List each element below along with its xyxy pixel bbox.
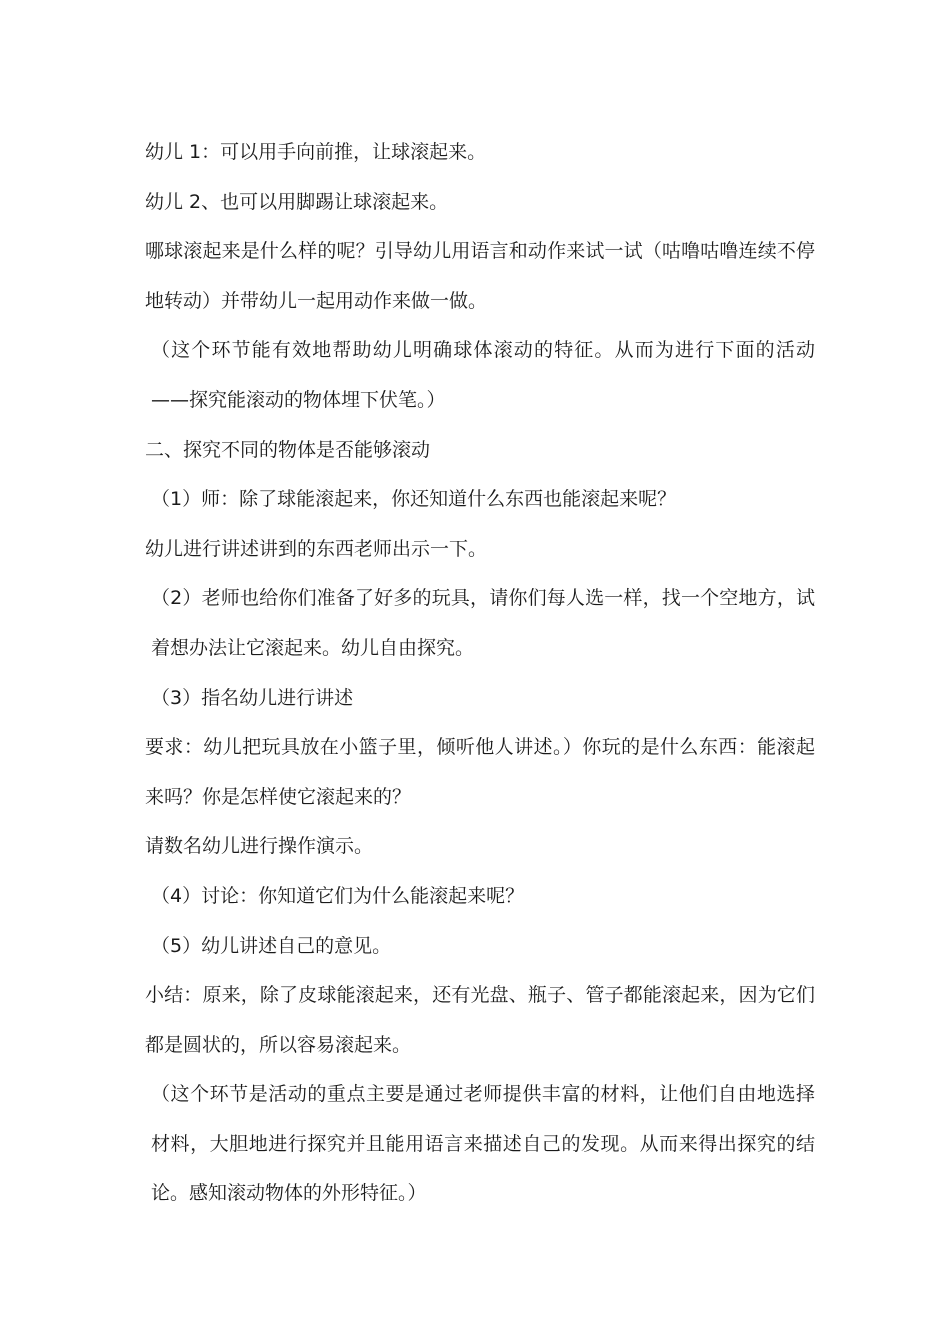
paragraph-step-1: （1）师：除了球能滚起来，你还知道什么东西也能滚起来呢？ <box>151 488 677 511</box>
paragraph-step-4: （4）讨论：你知道它们为什么能滚起来呢？ <box>151 884 525 907</box>
paragraph-note-key-point: （这个环节是活动的重点主要是通过老师提供丰富的材料，让他们自由地选择材料，大胆地进行探究并且能用语言来描述自己的发现。从而来得出探究的结论。感知滚动物体的外形特征。） <box>151 1083 815 1205</box>
paragraph-summary: 小结：原来，除了皮球能滚起来，还有光盘、瓶子、管子都能滚起来，因为它们都是圆状的，所以容易滚起来。 <box>145 984 815 1056</box>
paragraph-step-5: （5）幼儿讲述自己的意见。 <box>151 934 392 957</box>
paragraph-child2-answer: 幼儿 2、也可以用脚踢让球滚起来。 <box>145 190 449 213</box>
paragraph-requirement: 要求：幼儿把玩具放在小篮子里，倾听他人讲述。）你玩的是什么东西：能滚起来吗？你是怎样使它滚起来的？ <box>145 736 815 808</box>
document-body <box>145 128 815 1219</box>
paragraph-demonstration: 请数名幼儿进行操作演示。 <box>145 835 374 858</box>
paragraph-step-2: （2）老师也给你们准备了好多的玩具，请你们每人选一样，找一个空地方，试着想办法让它滚起来。幼儿自由探究。 <box>151 587 815 659</box>
section-heading-explore-objects: 二、探究不同的物体是否能够滚动 <box>145 438 431 461</box>
paragraph-children-describe: 幼儿进行讲述讲到的东西老师出示一下。 <box>145 537 488 560</box>
paragraph-step-3: （3）指名幼儿进行讲述 <box>151 686 354 709</box>
paragraph-ball-rolling-question: 哪球滚起来是什么样的呢？引导幼儿用语言和动作来试一试（咕噜咕噜连续不停地转动）并带幼儿一起用动作来做一做。 <box>145 240 815 312</box>
paragraph-note-rolling-feature: （这个环节能有效地帮助幼儿明确球体滚动的特征。从而为进行下面的活动——探究能滚动的物体埋下伏笔。） <box>151 339 815 411</box>
paragraph-child1-answer: 幼儿 1：可以用手向前推，让球滚起来。 <box>145 141 487 163</box>
